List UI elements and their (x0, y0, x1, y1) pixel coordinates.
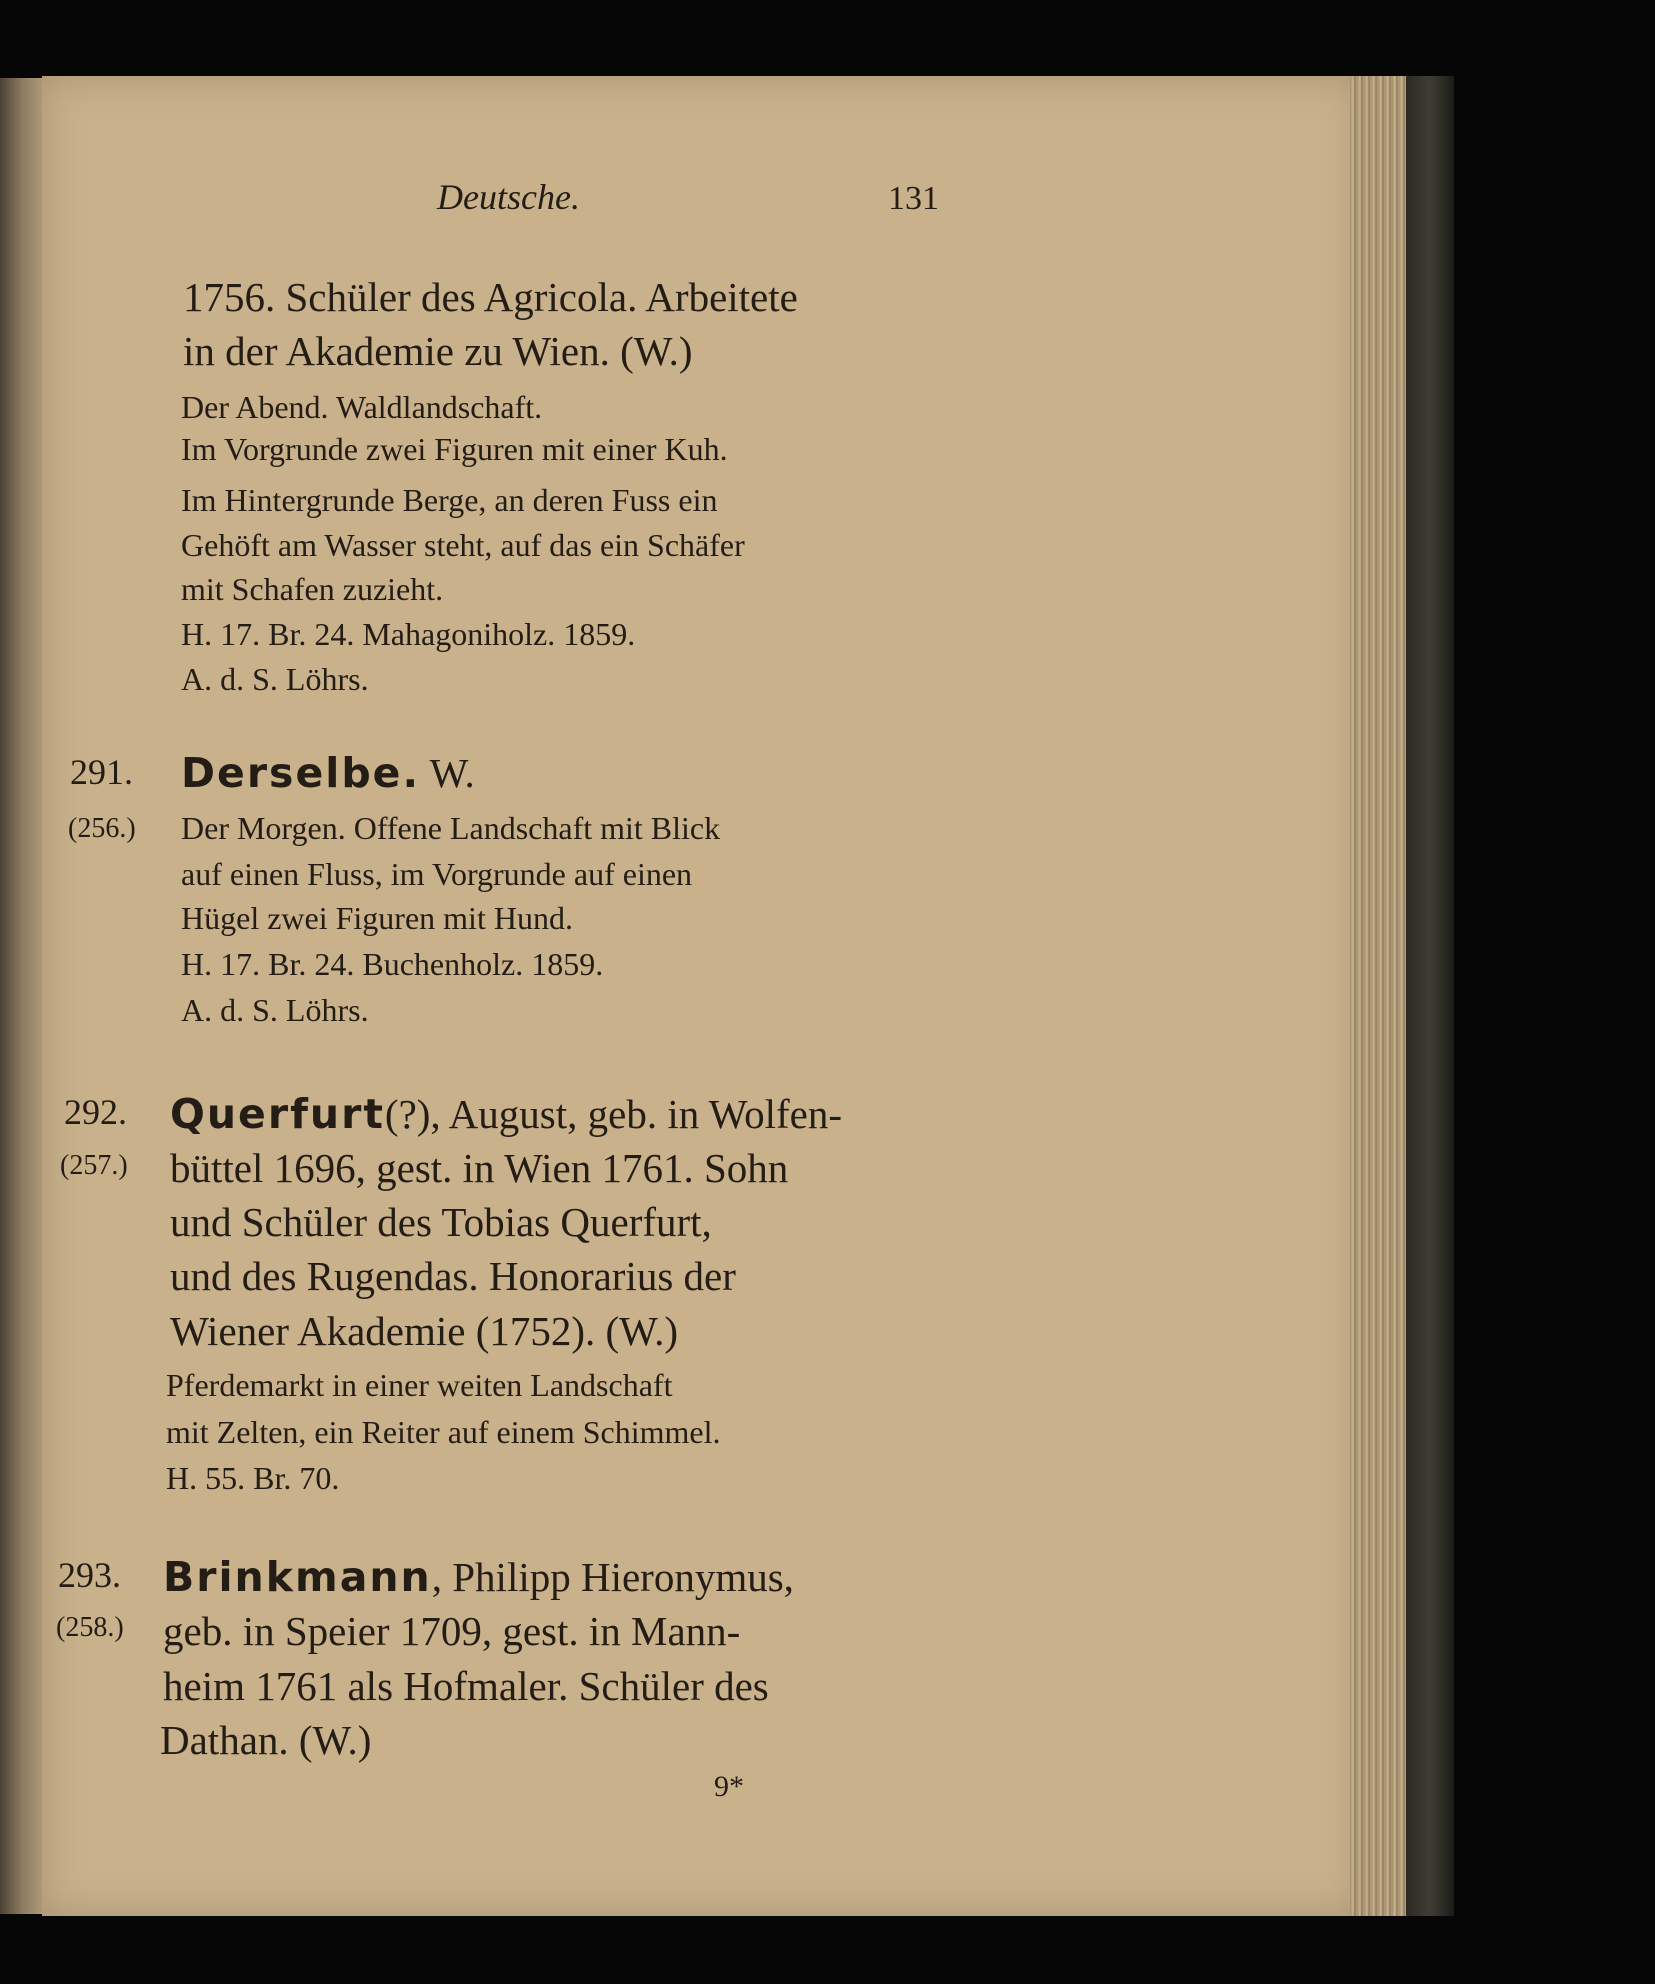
entry-bio-line: und des Rugendas. Honorarius der (170, 1253, 736, 1299)
entry-bio-line: Wiener Akademie (1752). (W.) (170, 1308, 679, 1354)
entry-description-line: mit Zelten, ein Reiter auf einem Schimmel. (166, 1414, 721, 1450)
continuation-description-line: Der Abend. Waldlandschaft. (181, 389, 543, 425)
continuation-description-line: mit Schafen zuzieht. (181, 571, 444, 607)
entry-description-line: A. d. S. Löhrs. (181, 992, 369, 1028)
running-header-title: Deutsche. (437, 177, 580, 217)
entry-description-line: Der Morgen. Offene Landschaft mit Blick (181, 810, 721, 846)
artist-name: Querfurt (170, 1090, 385, 1138)
continuation-description-line: H. 17. Br. 24. Mahagoniholz. 1859. (181, 616, 636, 652)
artist-name: Brinkmann (163, 1553, 432, 1601)
continuation-description-line: A. d. S. Löhrs. (181, 661, 369, 697)
entry-description-line: auf einen Fluss, im Vorgrunde auf einen (181, 856, 693, 892)
entry-number: 291. (70, 752, 133, 792)
entry-bio-line: geb. in Speier 1709, gest. in Mann- (163, 1608, 741, 1654)
entry-number: 292. (64, 1092, 127, 1132)
entry-old-number: (256.) (68, 813, 136, 844)
entry-description-line: Hügel zwei Figuren mit Hund. (181, 900, 573, 936)
entry-bio-line: heim 1761 als Hofmaler. Schüler des (163, 1663, 769, 1709)
entry-number: 293. (58, 1555, 121, 1595)
book-cover-edge (1406, 76, 1454, 1916)
entry-old-number: (258.) (56, 1612, 124, 1643)
entry-bio-line: büttel 1696, gest. in Wien 1761. Sohn (170, 1145, 789, 1191)
entry-description-line: Pferdemarkt in einer weiten Landschaft (166, 1367, 673, 1403)
entry-bio-line: Dathan. (W.) (160, 1717, 372, 1763)
entry-description-line: H. 55. Br. 70. (166, 1460, 340, 1496)
page-number: 131 (888, 180, 939, 217)
signature-mark: 9* (714, 1770, 744, 1803)
entry-bio-line: und Schüler des Tobias Querfurt, (170, 1199, 712, 1245)
continuation-bio-line: 1756. Schüler des Agricola. Arbeitete (183, 274, 798, 320)
continuation-description-line: Im Hintergrunde Berge, an deren Fuss ein (181, 482, 718, 518)
entry-first-line-rest: (?), August, geb. in Wolfen- (384, 1091, 843, 1137)
entry-first-line (181, 749, 475, 797)
left-page-edge (0, 78, 48, 1914)
entry-first-line (163, 1553, 794, 1601)
page-fore-edge (1350, 76, 1406, 1916)
entry-first-line-rest: , Philipp Hieronymus, (431, 1554, 794, 1600)
continuation-bio-line: in der Akademie zu Wien. (W.) (183, 328, 693, 374)
continuation-description-line: Gehöft am Wasser steht, auf das ein Schäfer (181, 527, 745, 563)
artist-name: Derselbe. (181, 749, 421, 797)
entry-old-number: (257.) (60, 1150, 128, 1181)
entry-first-line-rest: W. (420, 750, 475, 796)
continuation-description-line: Im Vorgrunde zwei Figuren mit einer Kuh. (181, 431, 728, 467)
entry-description-line: H. 17. Br. 24. Buchenholz. 1859. (181, 946, 604, 982)
entry-first-line (170, 1090, 842, 1138)
